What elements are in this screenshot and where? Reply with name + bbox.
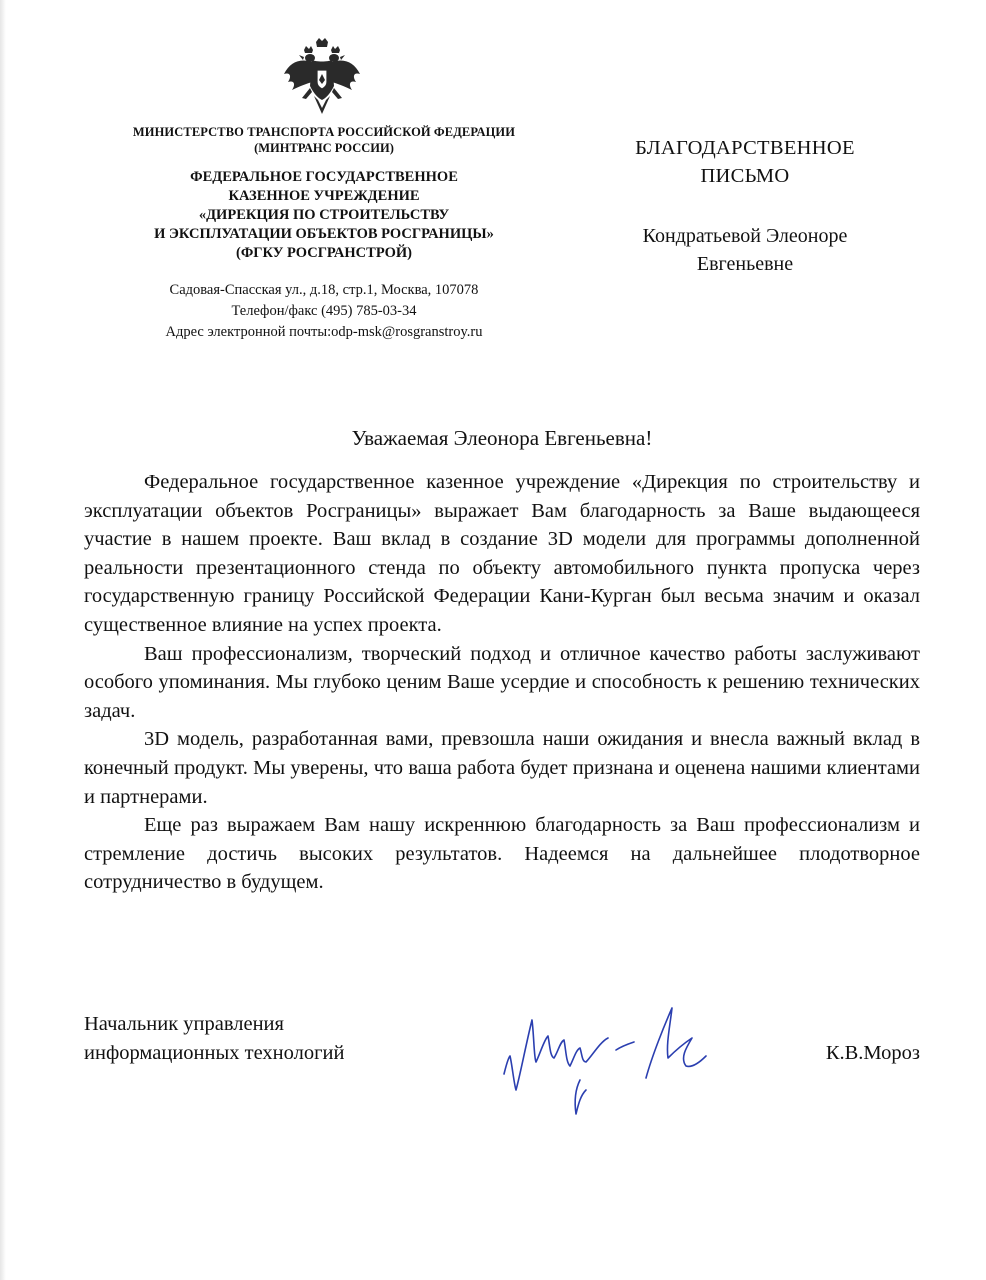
agency-name-line: И ЭКСПЛУАТАЦИИ ОБЪЕКТОВ РОСГРАНИЦЫ» <box>154 226 494 242</box>
body-paragraph: 3D модель, разработанная вами, превзошла наши ожидания и внесла важный вклад в конечный продукт. Мы уверены, что ваша работа будет признана и оценена нашими клиентами и партнерами. <box>84 728 920 808</box>
body-paragraph: Еще раз выражаем Вам нашу искреннюю благодарность за Ваш профессионализм и стремление достичь высоких результатов. Надеемся на дальнейшее плодотворное сотрудничество в будущем. <box>84 814 920 894</box>
phone-fax: Телефон/факс (495) 785-03-34 <box>231 303 417 319</box>
document-title <box>590 134 900 190</box>
ministry-name: МИНИСТЕРСТВО ТРАНСПОРТА РОССИЙСКОЙ ФЕДЕРАЦИИ <box>132 125 516 139</box>
agency-name-line: КАЗЕННОЕ УЧРЕЖДЕНИЕ <box>228 188 420 204</box>
salutation: Уважаемая Элеонора Евгеньевна! <box>351 426 653 450</box>
agency-name-line: «ДИРЕКЦИЯ ПО СТРОИТЕЛЬСТВУ <box>198 207 450 223</box>
body-paragraph: Ваш профессионализм, творческий подход и отличное качество работы заслуживают особого упоминания. Мы глубоко ценим Ваше усердие и способность к решению технических задач. <box>84 642 920 722</box>
email-address: Адрес электронной почты:odp-msk@rosgranstroy.ru <box>165 324 483 340</box>
letterhead-organization <box>96 124 552 263</box>
handwritten-signature <box>496 996 716 1126</box>
recipient-name-line: Евгеньевне <box>696 253 794 275</box>
recipient-name <box>590 222 900 278</box>
body-paragraph: Федеральное государственное казенное учреждение «Дирекция по строительству и эксплуатации объектов Росграницы» выражает Вам благодарность за Ваше выдающееся участие в нашем проекте. Ваш вклад в создание 3D модели для программы дополненной реальности презентационного стенда по объекту автомобильного пункта пропуска через государственную границу Российской Федерации Кани-Курган был весьма значим и оказал существенное влияние на успех проекта. <box>84 471 920 636</box>
signatory-position-line: Начальник управления <box>84 1013 284 1035</box>
document-title-line: БЛАГОДАРСТВЕННОЕ <box>635 137 855 159</box>
signatory-position <box>84 1010 444 1067</box>
postal-address: Садовая-Спасская ул., д.18, стр.1, Москва, 107078 <box>169 282 479 298</box>
coat-of-arms-emblem <box>282 38 362 116</box>
agency-name <box>96 168 552 263</box>
document-title-line: ПИСЬМО <box>700 165 790 187</box>
agency-name-line: ФЕДЕРАЛЬНОЕ ГОСУДАРСТВЕННОЕ <box>190 169 458 185</box>
signatory-position-line: информационных технологий <box>84 1041 345 1064</box>
recipient-name-line: Кондратьевой Элеоноре <box>642 225 848 247</box>
letterhead-contacts <box>96 280 552 343</box>
agency-name-line: (ФГКУ РОСГРАНСТРОЙ) <box>236 245 412 261</box>
letter-body <box>84 468 920 897</box>
signer-name: К.В.Мороз <box>825 1042 920 1064</box>
page-edge <box>0 0 6 1280</box>
ministry-short-name: (МИНТРАНС РОССИИ) <box>254 141 394 155</box>
